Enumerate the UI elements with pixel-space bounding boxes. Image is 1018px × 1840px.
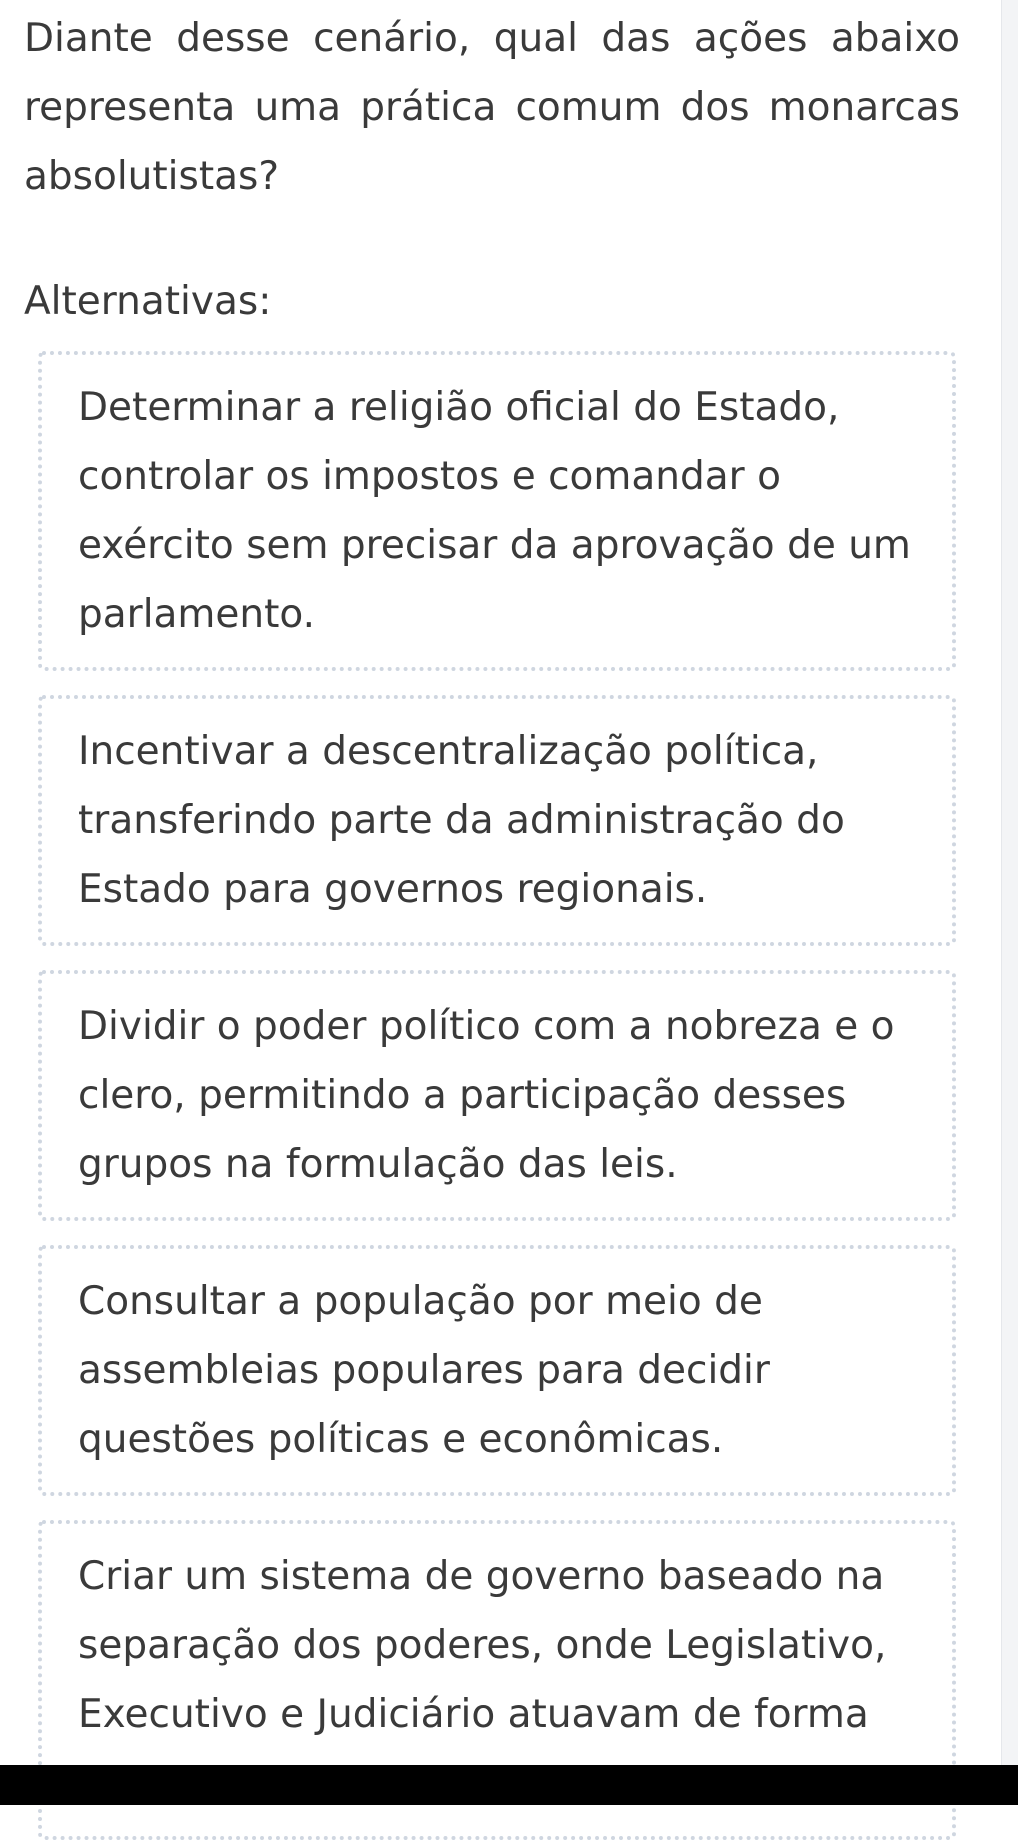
alternative-option-2[interactable]: Incentivar a descentralização política, transferindo parte da administração do Estado para governos regionais. [38,695,956,946]
alternative-option-1[interactable]: Determinar a religião oficial do Estado, controlar os impostos e comandar o exército sem precisar da aprovação de um parlamento. [38,351,956,671]
scrollbar-track[interactable] [1001,0,1018,1765]
alternative-option-4[interactable]: Consultar a população por meio de assembleias populares para decidir questões políticas e econômicas. [38,1245,956,1496]
question-text: Diante desse cenário, qual das ações abaixo representa uma prática comum dos monarcas absolutistas? [24,16,960,199]
alternative-option-5[interactable]: Criar um sistema de governo baseado na separação dos poderes, onde Legislativo, Executivo e Judiciário atuavam de forma [38,1520,956,1840]
alternative-option-3[interactable]: Dividir o poder político com a nobreza e o clero, permitindo a participação desses grupos na formulação das leis. [38,970,956,1221]
alternatives-list [38,351,956,1840]
alternatives-heading: Alternativas: [24,279,272,324]
bottom-black-bar [0,1765,1018,1805]
